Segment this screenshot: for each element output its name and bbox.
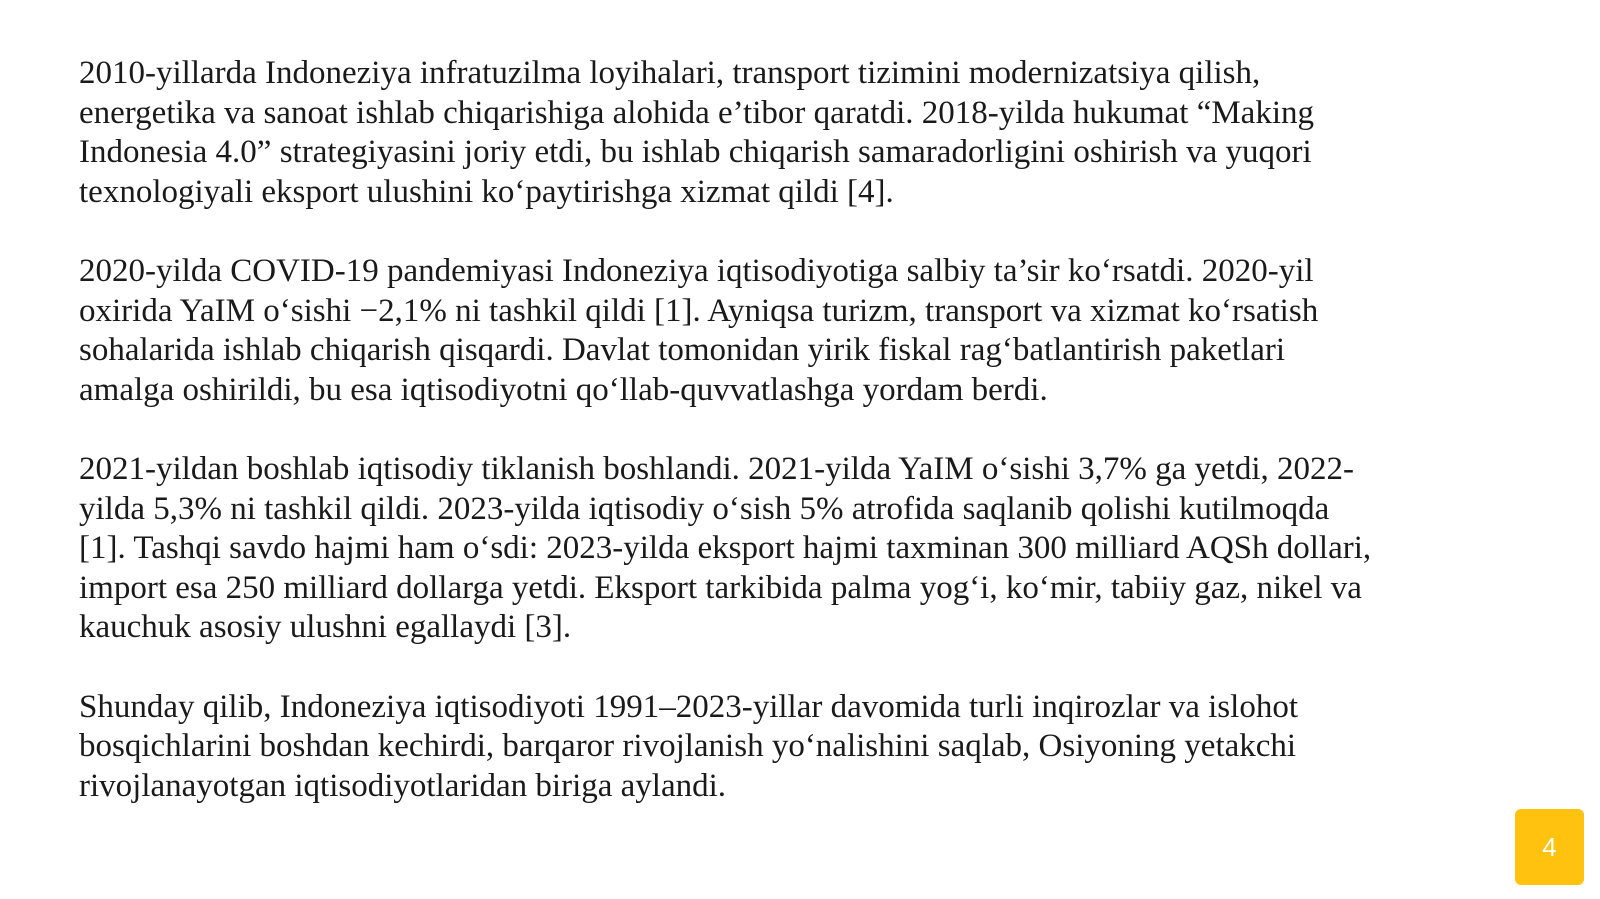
paragraph-digitalization-2010s: 2010-yillarda Indoneziya infratuzilma loyihalari, transport tizimini modernizatsiya qilish, energetika va sanoat ishlab chiqarishiga alohida e’tibor qaratdi. 2018-yilda hukumat “Making Indonesia 4.0” strategiyasini joriy etdi, bu ishlab chiqarish samaradorligini oshirish va yuqori texnologiyali eksport ulushini ko‘paytirishga xizmat qildi [4]. (79, 55, 1315, 210)
slide-body (79, 54, 1529, 846)
paragraph-conclusion: Shunday qilib, Indoneziya iqtisodiyoti 1991–2023-yillar davomida turli inqirozlar va islohot bosqichlarini boshdan kechirdi, barqaror rivojlanish yo‘nalishini saqlab, Osiyoning yetakchi rivojlanayotgan iqtisodiyotlaridan biriga aylandi. (79, 688, 1298, 804)
paragraph-covid-2020: 2020-yilda COVID-19 pandemiyasi Indoneziya iqtisodiyotiga salbiy ta’sir ko‘rsatdi. 2020-yil oxirida YaIM o‘sishi −2,1% ni tashkil qildi [1]. Ayniqsa turizm, transport va xizmat ko‘rsatish sohalarida ishlab chiqarish qisqardi. Davlat tomonidan yirik fiskal rag‘batlantirish paketlari amalga oshirildi, bu esa iqtisodiyotni qo‘llab-quvvatlashga yordam berdi. (79, 253, 1319, 408)
paragraph-recovery-2021: 2021-yildan boshlab iqtisodiy tiklanish boshlandi. 2021-yilda YaIM o‘sishi 3,7% ga yetdi, 2022- yilda 5,3% ni tashkil qildi. 2023-yilda iqtisodiy o‘sish 5% atrofida saqlanib qolishi kutilmoqda [1]. Tashqi savdo hajmi ham o‘sdi: 2023-yilda eksport hajmi taxminan 300 milliard AQSh dollari, import esa 250 milliard dollarga yetdi. Eksport tarkibida palma yog‘i, ko‘mir, tabiiy gaz, nikel va kauchuk asosiy ulushni egallaydi [3]. (79, 451, 1372, 645)
page-number: 4 (1542, 831, 1557, 862)
page-number-badge (1515, 809, 1584, 885)
